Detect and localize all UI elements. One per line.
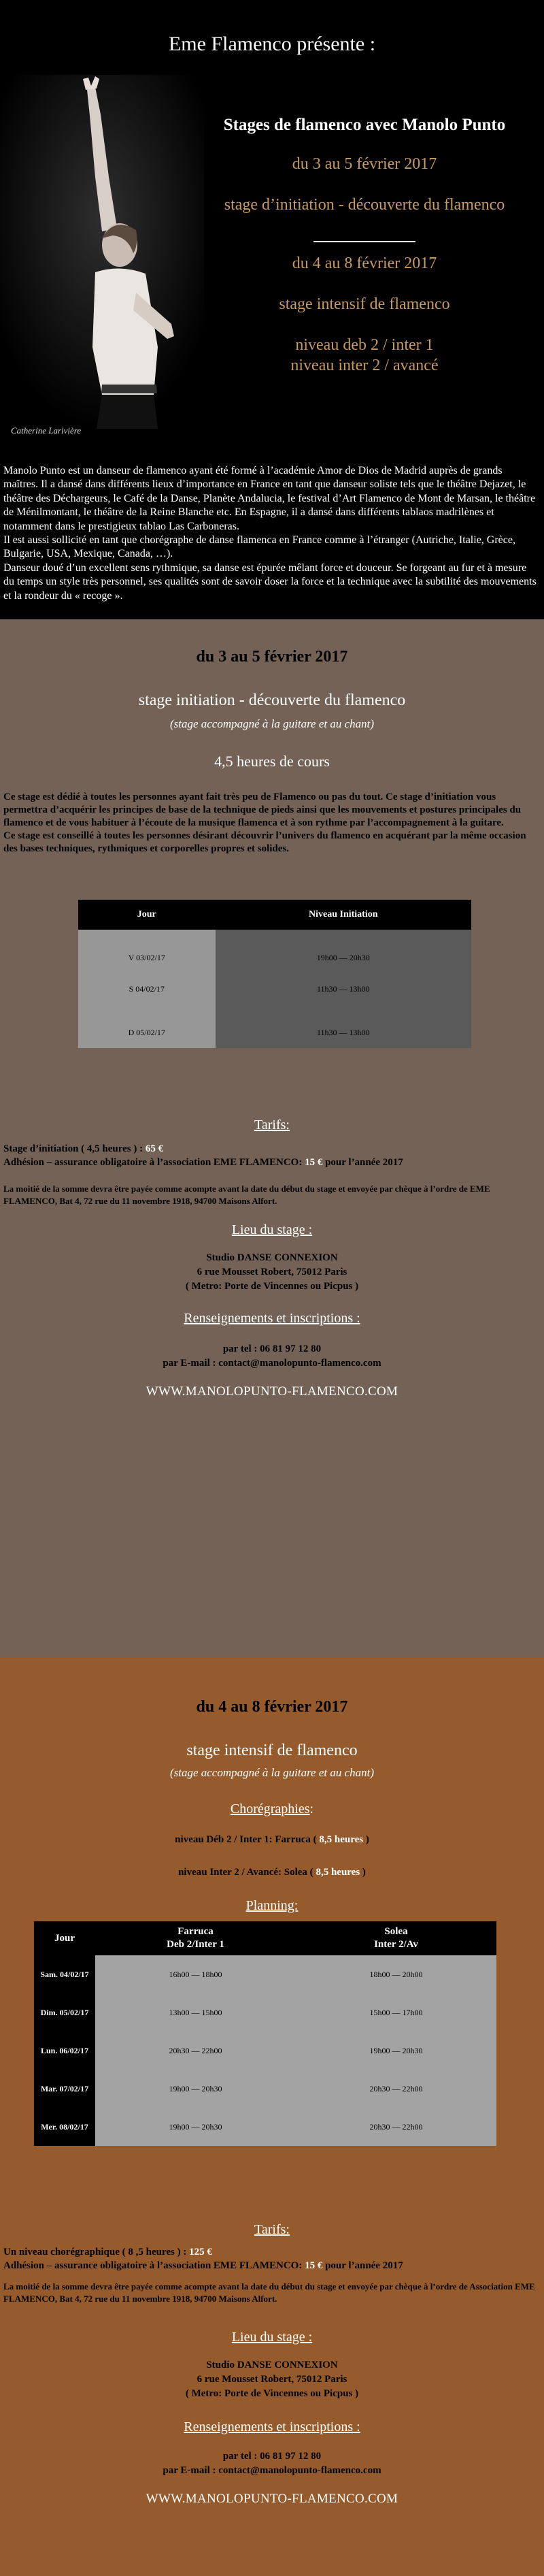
section1-date: du 3 au 5 février 2017 — [196, 648, 348, 666]
choreo-level-1: niveau Déb 2 / Inter 1: Farruca ( 8,5 heures ) — [175, 1834, 369, 1846]
divider — [313, 241, 415, 242]
section2-title: stage intensif de flamenco — [186, 1742, 358, 1760]
website-link[interactable]: WWW.MANOLOPUNTO-FLAMENCO.COM — [146, 2492, 398, 2507]
contact-info — [0, 2449, 544, 2478]
table-cell-time: 11h30 — 13h00 — [216, 1017, 471, 1048]
photo-credit: Catherine Larivière — [11, 425, 82, 436]
price: 15 € — [305, 2260, 323, 2272]
table-row: Mar. 07/02/17 19h00 — 20h30 20h30 — 22h00 — [34, 2070, 496, 2108]
section1-desc-2: Ce stage est conseillé à toutes les personnes désirant découvrir l’univers du flamenco en acquérant par la même occasion des bases techniques, rythmiques et corporelles propres et solides. — [3, 830, 526, 855]
price: 125 € — [189, 2247, 212, 2258]
email-link[interactable]: par E-mail : contact@manolopunto-flamenco.com — [163, 1358, 381, 1369]
dancer-photo — [0, 75, 204, 429]
price: 65 € — [145, 1143, 164, 1155]
tarifs-label: Tarifs: — [254, 2222, 290, 2238]
section1-desc-1: Ce stage est dédié à toutes les personnes ayant fait très peu de Flamenco ou pas du tout. Ce stage d’initiation vous permettra d’acquérir les principes de base de la technique de pieds ainsi que les mouvements et postures principales du flamenco et de vous habituer à l’écoute de la musique flamenca et à son rythme par l’accompagnement à la guitare. — [3, 792, 522, 829]
table-row: Dim. 05/02/17 13h00 — 15h00 15h00 — 17h00 — [34, 1993, 496, 2032]
table-cell-time: 11h30 — 13h00 — [216, 973, 471, 1005]
tarif-initiation: Stage d’initiation ( 4,5 heures ) : 65 € — [3, 1143, 164, 1155]
section2-note: (stage accompagné à la guitare et au chant) — [169, 1766, 375, 1780]
bio-paragraph-2: Il est aussi sollicité en tant que chorégraphe de danse flamenca en France comme à l’étranger (Autriche, Italie, Grèce, Bulgarie, USA, Mexique, Canada, …). — [3, 534, 515, 560]
venue-address: Studio DANSE CONNEXION 6 rue Mousset Robert, 75012 Paris ( Metro: Porte de Vincennes ou Picpus ) — [185, 1252, 359, 1292]
table-row: Sam. 04/02/17 16h00 — 18h00 18h00 — 20h00 — [34, 1955, 496, 1993]
tarif-adhesion: Adhésion – assurance obligatoire à l’association EME FLAMENCO: 15 € pour l’année 2017 — [3, 1157, 403, 1169]
section1-hours: 4,5 heures de cours — [214, 753, 330, 770]
email-link[interactable]: par E-mail : contact@manolopunto-flamenco.com — [163, 2465, 381, 2477]
section2-date: du 4 au 8 février 2017 — [196, 1698, 348, 1716]
presents-text: présente : — [291, 33, 376, 55]
table-header-jour: Jour — [78, 900, 216, 930]
hero-summary — [185, 116, 544, 376]
stage-intensif: stage intensif de flamenco — [279, 295, 450, 313]
level-2: niveau inter 2 / avancé — [290, 357, 439, 374]
table-cell-time: 19h00 — 20h30 — [216, 942, 471, 973]
lieu-label: Lieu du stage : — [231, 1222, 313, 1238]
bio-paragraph-1: Manolo Punto est un danseur de flamenco ayant été formé à l’académie Amor de Dios de Madrid auprès de grands maîtres. Il a dansé dans différents lieux d’importance en France en tant que danseur soliste tels que le théâtre Dejazet, le théâtre des Déchargeurs, le Café de la Danse, Planète Andalucia, le festival d’Art Flamenco de Mont de Marsan, le théâtre de Ménilmontant, le théâtre de la Reine Blanche etc. En Espagne, il a dansé dans différents tablaos madrilènes et notamment dans le prestigieux tablao Las Carboneras. — [3, 465, 536, 532]
intensif-schedule-table — [34, 1921, 496, 2146]
hero-banner — [0, 0, 544, 445]
section-initiation — [0, 619, 544, 1657]
price: 15 € — [305, 1157, 323, 1169]
section1-description — [0, 791, 544, 855]
table-row — [78, 1017, 471, 1048]
contact-info — [0, 1342, 544, 1371]
planning-label: Planning: — [245, 1898, 299, 1914]
choreo-label: Chorégraphies: — [230, 1801, 314, 1817]
table-row: Lun. 06/02/17 20h30 — 22h00 19h00 — 20h30 — [34, 2032, 496, 2070]
phone-text: par tel : 06 81 97 12 80 — [222, 2451, 322, 2462]
bio-paragraph-3: Danseur doué d’un excellent sens rythmique, sa danse est épurée mêlant force et douceur. Se forgeant au fur et à mesure du temps un style très personnel, ses qualités sont de savoir doser la force et la technique avec la subtilité des mouvements et la rondeur du « recoge ». — [3, 561, 537, 602]
section-intensif — [0, 1657, 544, 2576]
dates-initiation: du 3 au 5 février 2017 — [292, 155, 437, 173]
stage-initiation: stage d’initiation - découverte du flamenco — [224, 196, 505, 214]
brand-name: Eme Flamenco — [168, 33, 292, 55]
table-header-niveau: Niveau Initiation — [216, 900, 471, 930]
table-cell-day: S 04/02/17 — [78, 973, 216, 1005]
table-row — [78, 973, 471, 1005]
inscriptions-label: Renseignements et inscriptions : — [184, 1311, 360, 1326]
page-title — [0, 33, 544, 56]
tarif-choreo: Un niveau chorégraphique ( 8 ,5 heures ) : 125 € — [3, 2247, 212, 2258]
venue-address: Studio DANSE CONNEXION 6 rue Mousset Robert, 75012 Paris ( Metro: Porte de Vincennes ou Picpus ) — [185, 2360, 359, 2400]
table-header-farruca: Farruca Deb 2/Inter 1 — [95, 1921, 296, 1955]
table-cell-day: V 03/02/17 — [78, 942, 216, 973]
deposit-note: La moitié de la somme devra être payée comme acompte avant la date du début du stage et envoyée par chèque à l’ordre de Association EME FLAMENCO, Bat 4, 72 rue du 11 novembre 1918, 94700 Maisons Alfort. — [3, 2281, 535, 2304]
phone-text: par tel : 06 81 97 12 80 — [222, 1343, 322, 1355]
website-link[interactable]: WWW.MANOLOPUNTO-FLAMENCO.COM — [146, 1384, 398, 1399]
deposit-note: La moitié de la somme devra être payée comme acompte avant la date du début du stage et envoyée par chèque à l’ordre de EME FLAMENCO, Bat 4, 72 rue du 11 novembre 1918, 94700 Maisons Alfort. — [3, 1184, 490, 1207]
table-cell-day: D 05/02/17 — [78, 1017, 216, 1048]
table-row: Mer. 08/02/17 19h00 — 20h30 20h30 — 22h00 — [34, 2108, 496, 2146]
level-1: niveau deb 2 / inter 1 — [295, 336, 434, 354]
tarif-adhesion: Adhésion – assurance obligatoire à l’association EME FLAMENCO: 15 € pour l’année 2017 — [3, 2260, 403, 2272]
initiation-schedule-table — [78, 900, 471, 1048]
section1-note: (stage accompagné à la guitare et au chant) — [169, 717, 375, 731]
stage-title: Stages de flamenco avec Manolo Punto — [223, 116, 506, 134]
table-header-jour: Jour — [34, 1921, 95, 1955]
biography — [0, 445, 544, 619]
section1-title: stage initiation - découverte du flamenco — [138, 691, 406, 710]
dates-intensif: du 4 au 8 février 2017 — [292, 255, 437, 272]
choreo-level-2: niveau Inter 2 / Avancé: Solea ( 8,5 heures ) — [178, 1867, 366, 1878]
table-header-solea: Solea Inter 2/Av — [296, 1921, 496, 1955]
table-row — [78, 942, 471, 973]
tarifs-label: Tarifs: — [254, 1118, 290, 1133]
inscriptions-label: Renseignements et inscriptions : — [184, 2419, 360, 2435]
lieu-label: Lieu du stage : — [231, 2330, 313, 2345]
